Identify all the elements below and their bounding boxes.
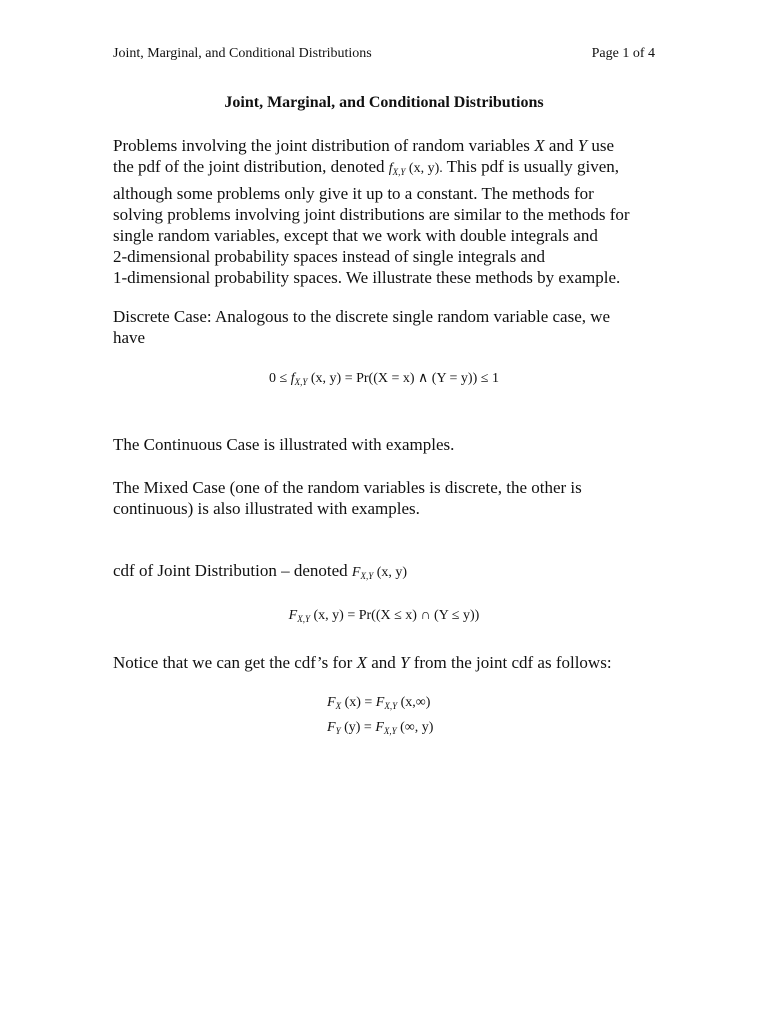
intro-line-3: although some problems only give it up to a constant. The methods for	[113, 184, 594, 203]
intro-line-2: the pdf of the joint distribution, denoted $f_{X,Y}$ (x, y). This pdf is usually given,	[113, 157, 620, 177]
discrete-line-1: Discrete Case: Analogous to the discrete single random variable case, we	[113, 307, 611, 326]
cdf-heading: cdf of Joint Distribution – denoted $F_{X,Y}$ (x, y)	[113, 561, 408, 581]
intro-line-5: single random variables, except that we work with double integrals and	[113, 226, 598, 245]
notice-paragraph: Notice that we can get the cdf’s for X and Y from the joint cdf as follows:	[113, 653, 612, 672]
header-title: Joint, Marginal, and Conditional Distributions	[113, 46, 372, 61]
continuous-line: The Continuous Case is illustrated with examples.	[113, 435, 455, 454]
discrete-line-2: have	[113, 328, 146, 347]
marginal-cdf-equations	[327, 692, 433, 742]
intro-paragraph	[113, 135, 658, 288]
marginal-x-equation: $F_X$ $(x) = F_{X,Y}$ (x,∞)	[327, 695, 431, 711]
intro-line-4: solving problems involving joint distributions are similar to the methods for	[113, 205, 630, 224]
document-title: Joint, Marginal, and Conditional Distributions	[224, 94, 544, 111]
page-number: Page 1 of 4	[591, 46, 655, 61]
mixed-line-1: The Mixed Case (one of the random variables is discrete, the other is	[113, 478, 582, 497]
discrete-equation: $0 \le f_{X,Y}$ (x, y) = Pr((X = x) ∧ (Y = y)) ≤ 1	[269, 371, 499, 387]
intro-line-6: 2-dimensional probability spaces instead of single integrals and	[113, 247, 545, 266]
intro-line-1: Problems involving the joint distribution of random variables X and Y use	[113, 136, 615, 155]
mixed-line-2: continuous) is also illustrated with examples.	[113, 499, 420, 518]
continuous-paragraph	[113, 434, 658, 455]
mixed-paragraph	[113, 477, 658, 519]
intro-line-7: 1-dimensional probability spaces. We illustrate these methods by example.	[113, 268, 621, 287]
cdf-equation: $F_{X,Y}$ (x, y) = Pr((X ≤ x) ∩ (Y ≤ y))	[288, 608, 480, 624]
marginal-y-equation: $F_Y$ $(y) = F_{X,Y}$ (∞, y)	[327, 720, 434, 736]
discrete-paragraph	[113, 306, 658, 348]
